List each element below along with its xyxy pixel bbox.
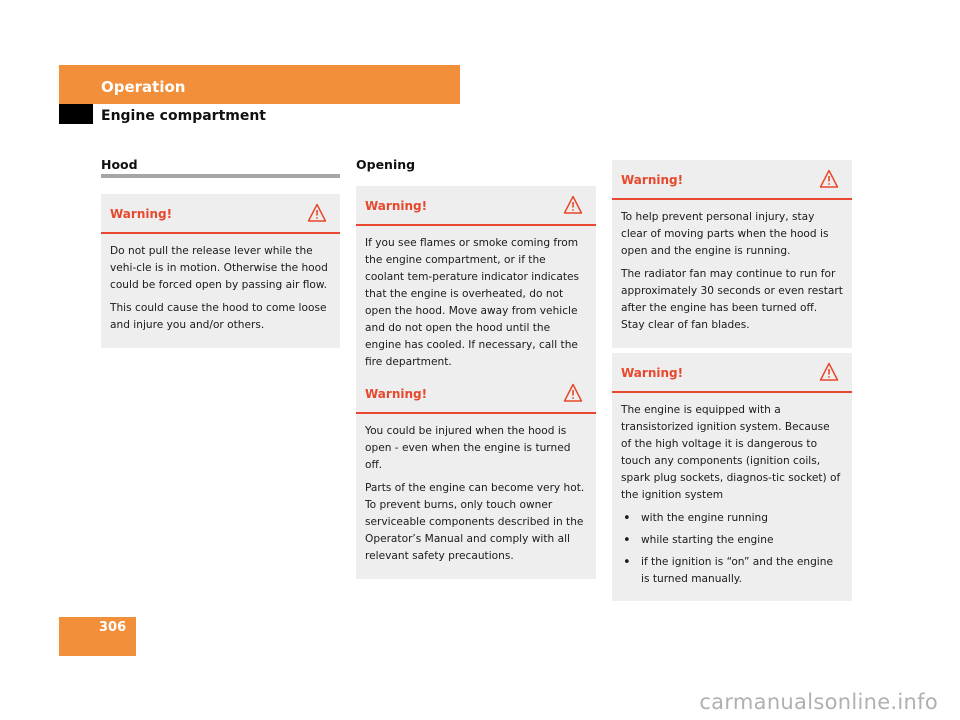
page-number: 306 [99,620,127,635]
section-heading-opening: Opening [356,157,416,172]
section-marker [59,104,93,124]
page-subtitle: Engine compartment [101,108,266,124]
warning-body [356,226,596,385]
warning-label: Warning! [110,207,173,221]
warning-box [612,160,852,348]
warning-text: The radiator fan may continue to run for approximately 30 seconds or even restart after the engine has been turned off. Stay clear of fan blades. [621,268,843,331]
warning-bullet-list [621,510,843,588]
list-item: • if the ignition is “on” and the engine is turned manually. [621,554,843,588]
warning-body [356,414,596,579]
warning-label: Warning! [621,366,684,380]
warning-text: This could cause the hood to come loose and injure you and/or others. [110,302,327,331]
warning-triangle-icon [307,203,327,223]
warning-triangle-icon [819,169,839,189]
warning-triangle-icon [563,383,583,403]
warning-header [612,160,852,200]
list-item: • while starting the engine [621,532,843,549]
warning-box [356,374,596,579]
warning-label: Warning! [621,173,684,187]
warning-text: To help prevent personal injury, stay clear of moving parts when the hood is open and the engine is running. [621,211,829,257]
list-item: • with the engine running [621,510,843,527]
section-rule [101,174,340,178]
warning-label: Warning! [365,387,428,401]
warning-triangle-icon [563,195,583,215]
warning-header [101,194,340,234]
warning-body [612,200,852,348]
warning-header [356,374,596,414]
warning-text: You could be injured when the hood is open - even when the engine is turned off. [365,425,571,471]
warning-box [356,186,596,385]
warning-box [101,194,340,348]
section-heading-hood: Hood [101,157,138,172]
page-title: Operation [101,78,186,96]
warning-text: If you see flames or smoke coming from the engine compartment, or if the coolant tem-perature indicator indicates that the engine is overheated, do not open the hood. Move away from vehicle and do not open the hood until the engine has cooled. If necessary, call the fire department. [365,237,580,368]
warning-text: The engine is equipped with a transistorized ignition system. Because of the high voltage it is dangerous to touch any components (ignition coils, spark plug sockets, diagnos-tic socket) of the ignition system [621,404,841,501]
warning-body [101,234,340,348]
warning-header [612,353,852,393]
warning-text: Do not pull the release lever while the vehi-cle is in motion. Otherwise the hood could be forced open by passing air flow. [110,245,328,291]
watermark: carmanualsonline.info [699,690,938,714]
warning-box [612,353,852,601]
warning-body [612,393,852,601]
warning-triangle-icon [819,362,839,382]
warning-label: Warning! [365,199,428,213]
warning-text: Parts of the engine can become very hot. To prevent burns, only touch owner serviceable components described in the Operator’s Manual and comply with all relevant safety precautions. [365,482,585,562]
warning-header [356,186,596,226]
